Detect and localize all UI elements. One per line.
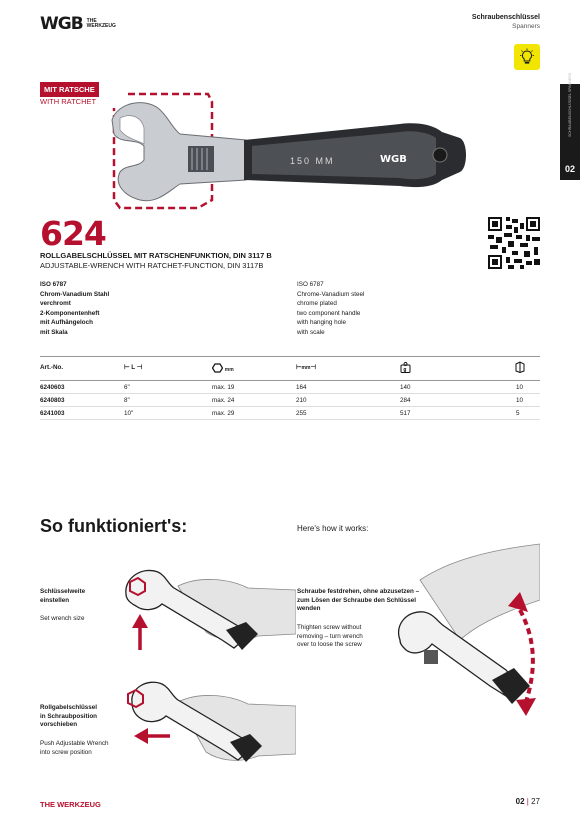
brand-logo bbox=[40, 14, 121, 34]
logo-subtitle bbox=[87, 19, 121, 29]
wrench-bulb-icon bbox=[514, 44, 540, 70]
product-title-en: ADJUSTABLE-WRENCH WITH RATCHET-FUNCTION, DIN 3117B bbox=[40, 261, 264, 270]
step-1-text: Set wrench size bbox=[40, 615, 85, 622]
step-1-illustration bbox=[118, 556, 296, 656]
category-de: Schraubenschlüssel bbox=[471, 14, 540, 21]
logo-sub-line-1: THE bbox=[86, 18, 97, 24]
product-title-de: ROLLGABELSCHLÜSSEL MIT RATSCHENFUNKTION, DIN 3117 B bbox=[40, 251, 272, 260]
step-3-illustration bbox=[380, 540, 540, 740]
weight-icon bbox=[400, 362, 411, 375]
step-3-text: Thighten screw without removing – turn wrench over to loose the screw bbox=[297, 624, 363, 648]
table-header-row bbox=[40, 364, 540, 374]
product-image bbox=[40, 88, 540, 212]
table-row: 6240603 6" max. 19 164 140 10 bbox=[40, 384, 524, 391]
length-icon: ⊢ L ⊣ bbox=[124, 364, 143, 371]
how-title-en: Here's how it works: bbox=[297, 524, 369, 533]
packaging-icon bbox=[514, 361, 526, 375]
jaw-opening-icon: mm bbox=[212, 363, 234, 375]
category-en: Spanners bbox=[512, 23, 540, 30]
qr-code[interactable] bbox=[488, 217, 540, 269]
footer-brand: THE WERKZEUG bbox=[40, 800, 101, 809]
page-number: 02 | 27 bbox=[515, 797, 540, 806]
step-2-text: Push Adjustable Wrench into screw position bbox=[40, 740, 109, 756]
handle-logo: WGB bbox=[380, 154, 407, 165]
table-row: 6241003 10" max. 29 255 517 5 bbox=[40, 410, 520, 417]
step-2-illustration bbox=[118, 672, 296, 772]
specs-de: ISO 6787 Chrom-Vanadium Stahl verchromt 2-Komponentenheft mit Aufhängeloch mit Skala bbox=[40, 281, 110, 336]
specs-en: ISO 6787 Chrome-Vanadium steel chrome plated two component handle with hanging hole with scale bbox=[297, 281, 365, 336]
how-title-de: So funktioniert's: bbox=[40, 516, 188, 536]
total-length-icon: ⊢mm⊣ bbox=[296, 364, 316, 371]
svg-text:g: g bbox=[403, 367, 407, 373]
col-header-art-no: Art.-No. bbox=[40, 364, 64, 371]
section-tab[interactable] bbox=[560, 72, 580, 180]
ratchet-badge-en: WITH RATCHET bbox=[40, 97, 97, 106]
step-3-title: Schraube festdrehen, ohne abzusetzen – zum Lösen der Schraube den Schlüssel wenden bbox=[297, 588, 420, 612]
table-row: 6240803 8" max. 24 210 284 10 bbox=[40, 397, 524, 404]
logo-mark: WGB bbox=[40, 14, 83, 34]
step-1-title: Schlüsselweite einstellen bbox=[40, 588, 86, 604]
handle-marking: 150 MM bbox=[290, 156, 335, 166]
step-2-title: Rollgabelschlüssel in Schraubposition vorschieben bbox=[40, 704, 98, 728]
category-heading bbox=[472, 14, 540, 30]
product-number: 624 bbox=[40, 214, 106, 253]
section-tab-number: 02 bbox=[564, 164, 575, 174]
ratchet-badge: MIT RATSCHE bbox=[40, 82, 99, 97]
logo-sub-line-2: WERKZEUG bbox=[86, 23, 116, 29]
section-tab-label: SCHRAUBENSCHLÜSSEL SPANNERS bbox=[568, 72, 572, 137]
